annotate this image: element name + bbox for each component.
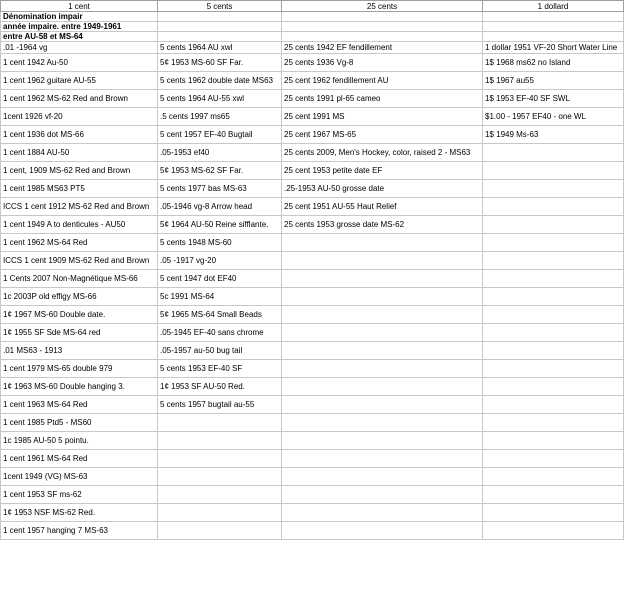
table-cell[interactable]: 5¢ 1965 MS-64 Small Beads — [158, 306, 282, 324]
table-cell[interactable]: 1cent 1949 (VG) MS-63 — [1, 468, 158, 486]
table-row — [1, 468, 624, 486]
table-cell[interactable] — [483, 342, 624, 360]
table-cell[interactable]: 1¢ 1953 SF AU-50 Red. — [158, 378, 282, 396]
table-cell[interactable]: 1c 1985 AU-50 5 pointu. — [1, 432, 158, 450]
title-row — [1, 32, 624, 42]
table-cell[interactable]: $1.00 - 1957 EF40 - one WL — [483, 108, 624, 126]
header-1-dollard[interactable]: 1 dollard — [483, 1, 624, 12]
table-row — [1, 396, 624, 414]
table-cell[interactable] — [282, 288, 483, 306]
table-cell[interactable]: .01 -1964 vg — [1, 42, 158, 54]
table-cell[interactable]: 1 cent 1942 Au-50 — [1, 54, 158, 72]
table-cell[interactable] — [483, 198, 624, 216]
table-cell[interactable]: ICCS 1 cent 1909 MS-62 Red and Brown — [1, 252, 158, 270]
table-cell[interactable]: 25 cents 1953 grosse date MS-62 — [282, 216, 483, 234]
table-cell[interactable] — [483, 378, 624, 396]
table-cell[interactable]: 1 cent 1961 MS-64 Red — [1, 450, 158, 468]
table-cell[interactable] — [483, 234, 624, 252]
header-1-cent[interactable]: 1 cent — [1, 1, 158, 12]
table-cell[interactable]: 1 cent 1949 A to denticules - AU50 — [1, 216, 158, 234]
table-cell[interactable]: 1c 2003P old effigy MS-66 — [1, 288, 158, 306]
table-row — [1, 324, 624, 342]
table-cell[interactable] — [282, 324, 483, 342]
table-cell[interactable]: .05 -1917 vg-20 — [158, 252, 282, 270]
table-cell[interactable] — [282, 450, 483, 468]
table-row — [1, 522, 624, 540]
table-cell[interactable]: 1$ 1968 ms62 no Island — [483, 54, 624, 72]
table-cell[interactable]: 1 cent 1957 hanging 7 MS-63 — [1, 522, 158, 540]
table-cell[interactable]: 1 cent 1979 MS-65 double 979 — [1, 360, 158, 378]
table-row — [1, 432, 624, 450]
title-cell[interactable]: année impaire. entre 1949-1961 — [1, 22, 158, 32]
table-row — [1, 144, 624, 162]
table-row — [1, 414, 624, 432]
table-row — [1, 234, 624, 252]
table-cell[interactable]: 5¢ 1953 MS-62 SF Far. — [158, 162, 282, 180]
table-cell[interactable]: 25 cents 1991 pl-65 cameo — [282, 90, 483, 108]
table-row — [1, 216, 624, 234]
table-cell[interactable]: 25 cents 2009, Men's Hockey, color, raised 2 - MS63 — [282, 144, 483, 162]
table-cell[interactable]: 25 cent 1953 petite date EF — [282, 162, 483, 180]
table-cell[interactable] — [483, 270, 624, 288]
table-cell[interactable]: .01 MS63 - 1913 — [1, 342, 158, 360]
table-cell[interactable]: .5 cents 1997 ms65 — [158, 108, 282, 126]
table-cell[interactable]: 5 cents 1977 bas MS-63 — [158, 180, 282, 198]
table-cell[interactable] — [282, 522, 483, 540]
table-cell[interactable] — [483, 522, 624, 540]
table-cell[interactable] — [158, 486, 282, 504]
table-cell[interactable] — [483, 486, 624, 504]
table-cell[interactable] — [282, 342, 483, 360]
table-cell[interactable] — [483, 306, 624, 324]
table-row — [1, 90, 624, 108]
table-cell[interactable] — [282, 396, 483, 414]
table-cell[interactable] — [483, 504, 624, 522]
table-cell[interactable] — [483, 288, 624, 306]
table-cell[interactable]: 1 cent 1936 dot MS-66 — [1, 126, 158, 144]
table-row — [1, 360, 624, 378]
table-cell[interactable]: 1¢ 1967 MS-60 Double date. — [1, 306, 158, 324]
table-cell[interactable]: 1¢ 1955 SF Sde MS-64 red — [1, 324, 158, 342]
table-cell[interactable]: 25 cent 1991 MS — [282, 108, 483, 126]
table-cell[interactable] — [483, 324, 624, 342]
table-cell[interactable]: 25 cent 1951 AU-55 Haut Relief — [282, 198, 483, 216]
table-cell[interactable]: 1 cent 1962 MS-62 Red and Brown — [1, 90, 158, 108]
table-row — [1, 108, 624, 126]
table-cell[interactable]: 5¢ 1953 MS-60 SF Far. — [158, 54, 282, 72]
table-cell[interactable] — [158, 432, 282, 450]
table-row — [1, 306, 624, 324]
table-cell[interactable]: 1$ 1967 au55 — [483, 72, 624, 90]
table-cell[interactable]: 1 cent 1962 MS-64 Red — [1, 234, 158, 252]
table-cell[interactable] — [282, 306, 483, 324]
table-cell[interactable] — [483, 252, 624, 270]
table-cell[interactable]: ICCS 1 cent 1912 MS-62 Red and Brown — [1, 198, 158, 216]
table-cell[interactable]: 5c 1991 MS-64 — [158, 288, 282, 306]
title-cell[interactable]: entre AU-58 et MS-64 — [1, 32, 158, 42]
table-cell[interactable]: 25 cent 1967 MS-65 — [282, 126, 483, 144]
table-cell[interactable]: 1 cent 1985 Ptd5 - MS60 — [1, 414, 158, 432]
table-row — [1, 180, 624, 198]
table-cell[interactable] — [282, 234, 483, 252]
table-cell[interactable]: 1¢ 1963 MS-60 Double hanging 3. — [1, 378, 158, 396]
table-row — [1, 270, 624, 288]
table-cell[interactable]: 1 cent, 1909 MS-62 Red and Brown — [1, 162, 158, 180]
table-cell[interactable]: 1cent 1926 vf-20 — [1, 108, 158, 126]
table-cell[interactable] — [483, 450, 624, 468]
table-cell[interactable]: 5 cent 1947 dot EF40 — [158, 270, 282, 288]
table-cell[interactable]: 5 cents 1962 double date MS63 — [158, 72, 282, 90]
table-cell[interactable]: 1 cent 1953 SF ms-62 — [1, 486, 158, 504]
table-cell[interactable] — [282, 378, 483, 396]
table-cell[interactable]: 1¢ 1953 NSF MS-62 Red. — [1, 504, 158, 522]
table-row — [1, 450, 624, 468]
table-cell[interactable] — [282, 468, 483, 486]
table-cell[interactable] — [483, 414, 624, 432]
table-cell[interactable]: 5¢ 1964 AU-50 Reine sifflante. — [158, 216, 282, 234]
header-row — [1, 1, 624, 12]
table-cell[interactable] — [282, 432, 483, 450]
table-cell[interactable]: .05-1953 ef40 — [158, 144, 282, 162]
table-cell[interactable]: 1$ 1949 Ms-63 — [483, 126, 624, 144]
table-cell[interactable] — [483, 216, 624, 234]
table-cell[interactable]: 5 cents 1953 EF-40 SF — [158, 360, 282, 378]
table-cell[interactable]: 1 dollar 1951 VF-20 Short Water Line — [483, 42, 624, 54]
table-cell[interactable]: 25 cents 1936 Vg-8 — [282, 54, 483, 72]
table-cell[interactable] — [158, 414, 282, 432]
table-row — [1, 252, 624, 270]
table-cell[interactable] — [483, 162, 624, 180]
table-cell[interactable] — [158, 504, 282, 522]
table-cell[interactable]: .05-1946 vg-8 Arrow head — [158, 198, 282, 216]
table-cell[interactable]: 5 cents 1948 MS-60 — [158, 234, 282, 252]
table-row — [1, 162, 624, 180]
table-cell[interactable] — [483, 180, 624, 198]
table-cell[interactable]: 1 cent 1884 AU-50 — [1, 144, 158, 162]
table-cell[interactable] — [282, 252, 483, 270]
table-cell[interactable]: 5 cents 1957 bugtail au-55 — [158, 396, 282, 414]
table-cell[interactable] — [282, 414, 483, 432]
table-row — [1, 378, 624, 396]
table-row — [1, 504, 624, 522]
table-cell[interactable] — [483, 144, 624, 162]
table-cell[interactable]: 1 Cents 2007 Non-Magnétique MS-66 — [1, 270, 158, 288]
table-cell[interactable] — [483, 396, 624, 414]
table-cell[interactable] — [158, 450, 282, 468]
table-row — [1, 486, 624, 504]
table-cell[interactable]: 5 cent 1957 EF-40 Bugtail — [158, 126, 282, 144]
table-cell[interactable] — [282, 486, 483, 504]
header-25-cents[interactable]: 25 cents — [282, 1, 483, 12]
title-cell[interactable]: Dénomination impair — [1, 12, 158, 22]
table-cell[interactable]: 5 cents 1964 AU xwl — [158, 42, 282, 54]
table-row — [1, 342, 624, 360]
table-cell[interactable]: 1 cent 1962 guitare AU-55 — [1, 72, 158, 90]
table-cell[interactable] — [282, 360, 483, 378]
table-row — [1, 42, 624, 54]
table-cell[interactable]: 5 cents 1964 AU-55 xwl — [158, 90, 282, 108]
table-cell[interactable]: .25-1953 AU-50 grosse date — [282, 180, 483, 198]
table-cell[interactable] — [483, 468, 624, 486]
table-row — [1, 288, 624, 306]
table-cell[interactable]: .05-1945 EF-40 sans chrome — [158, 324, 282, 342]
table-row — [1, 72, 624, 90]
table-row — [1, 126, 624, 144]
table-cell[interactable]: 1 cent 1963 MS-64 Red — [1, 396, 158, 414]
table-row — [1, 54, 624, 72]
table-cell[interactable]: 1$ 1953 EF-40 SF SWL — [483, 90, 624, 108]
table-cell[interactable]: 1 cent 1985 MS63 PT5 — [1, 180, 158, 198]
table-cell[interactable]: .05-1957 au-50 bug tail — [158, 342, 282, 360]
title-row — [1, 12, 624, 22]
header-5-cents[interactable]: 5 cents — [158, 1, 282, 12]
table-cell[interactable] — [483, 360, 624, 378]
table-cell[interactable] — [158, 468, 282, 486]
table-cell[interactable] — [282, 504, 483, 522]
table-cell[interactable]: 25 cents 1942 EF fendillement — [282, 42, 483, 54]
table-cell[interactable] — [483, 432, 624, 450]
table-cell[interactable] — [282, 270, 483, 288]
table-cell[interactable]: 25 cent 1962 fendillement AU — [282, 72, 483, 90]
table-row — [1, 198, 624, 216]
title-row — [1, 22, 624, 32]
table-cell[interactable] — [158, 522, 282, 540]
